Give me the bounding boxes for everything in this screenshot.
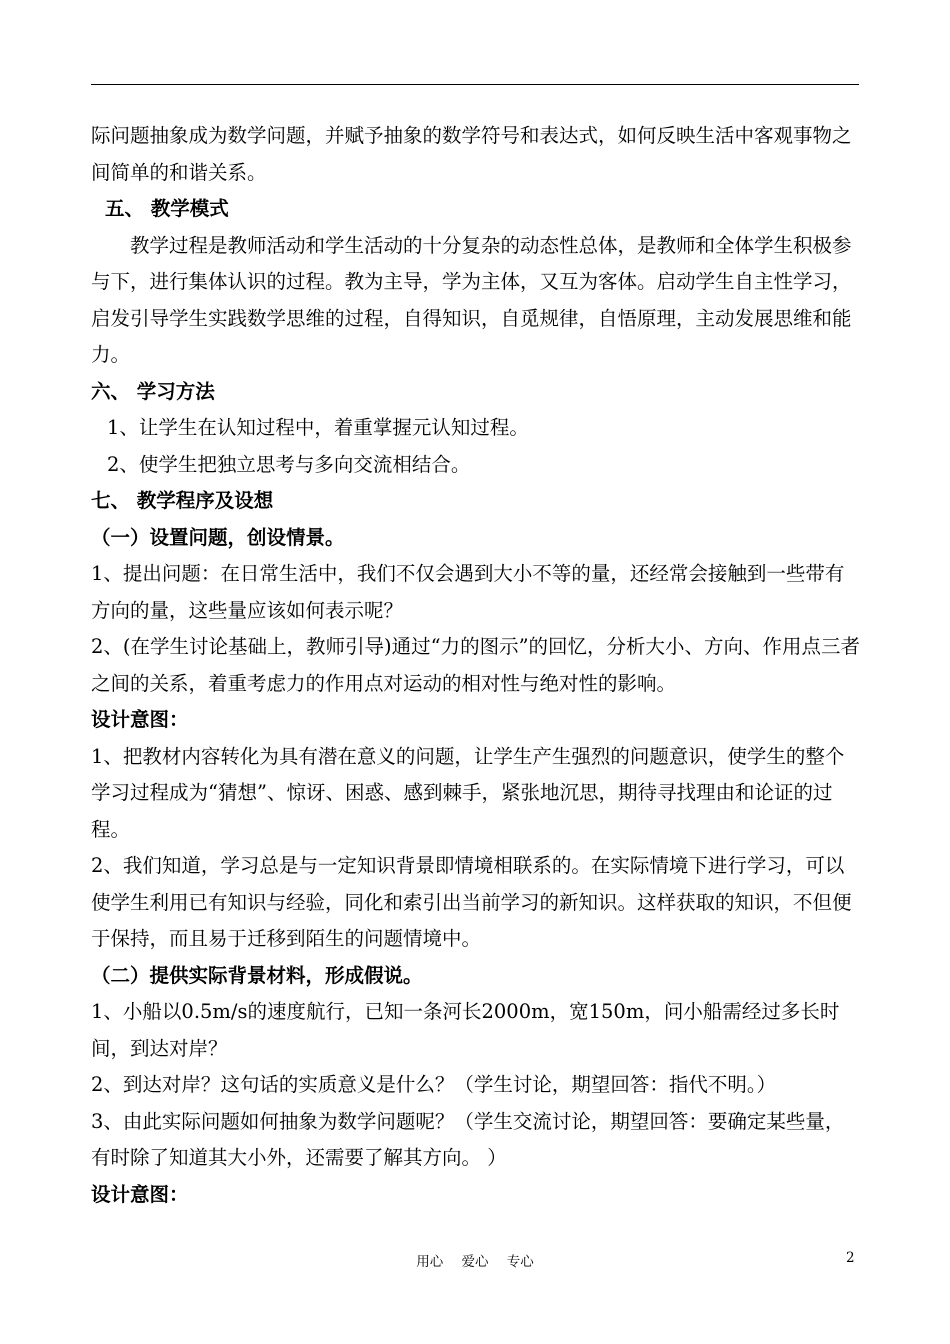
list-item-intent-1: 1、把教材内容转化为具有潜在意义的问题，让学生产生强烈的问题意识，使学生的整个学习过程成为“猜想”、惊讶、困惑、感到棘手，紧张地沉思，期待寻找理由和论证的过程。 [91, 744, 845, 841]
subsection-heading-2: （二）提供实际背景材料，形成假说。 [91, 963, 423, 987]
document-body [91, 118, 861, 1213]
list-item-question-2: 2、(在学生讨论基础上，教师引导)通过“力的图示”的回忆，分析大小、方向、作用点三者之间的关系，着重考虑力的作用点对运动的相对性与绝对性的影响。 [91, 635, 861, 695]
page-number: 2 [846, 1250, 855, 1266]
list-item-question-1: 1、提出问题：在日常生活中，我们不仅会遇到大小不等的量，还经常会接触到一些带有方向的量，这些量应该如何表示呢？ [91, 562, 845, 622]
list-item-boat-2: 2、到达对岸？这句话的实质意义是什么？（学生讨论，期望回答：指代不明。） [91, 1073, 777, 1096]
list-item-boat-1: 1、小船以0.5m/s的速度航行，已知一条河长2000m，宽150m，问小船需经过多长时间，到达对岸？ [91, 1000, 840, 1060]
design-intent-heading: 设计意图： [91, 708, 189, 731]
paragraph-continued: 际问题抽象成为数学问题，并赋予抽象的数学符号和表达式，如何反映生活中客观事物之间简单的和谐关系。 [91, 124, 852, 184]
section-heading-6: 六、 学习方法 [91, 379, 215, 403]
footer-motto: 用心 爱心 专心 [416, 1254, 534, 1270]
list-item-method-1: 1、让学生在认知过程中，着重掌握元认知过程。 [107, 416, 529, 439]
section-heading-5: 五、 教学模式 [105, 197, 229, 220]
design-intent-heading-2: 设计意图： [91, 1182, 189, 1206]
section-heading-7: 七、 教学程序及设想 [91, 489, 274, 512]
header-rule [91, 84, 859, 85]
list-item-method-2: 2、使学生把独立思考与多向交流相结合。 [107, 452, 471, 476]
subsection-heading-1: （一）设置问题，创设情景。 [91, 525, 345, 549]
list-item-boat-3: 3、由此实际问题如何抽象为数学问题呢？（学生交流讨论，期望回答：要确定某些量，有时除了知道其大小外，还需要了解其方向。 ） [91, 1109, 845, 1169]
list-item-intent-2: 2、我们知道，学习总是与一定知识背景即情境相联系的。在实际情境下进行学习，可以使学生利用已有知识与经验，同化和索引出当前学习的新知识。这样获取的知识，不但便于保持，而且易于迁移到陌生的问题情境中。 [91, 854, 852, 950]
paragraph-teaching-mode: 教学过程是教师活动和学生活动的十分复杂的动态性总体，是教师和全体学生积极参与下，进行集体认识的过程。教为主导，学为主体，又互为客体。启动学生自主性学习，启发引导学生实践数学思维的过程，自得知识，自觅规律，自悟原理，主动发展思维和能力。 [91, 233, 852, 366]
